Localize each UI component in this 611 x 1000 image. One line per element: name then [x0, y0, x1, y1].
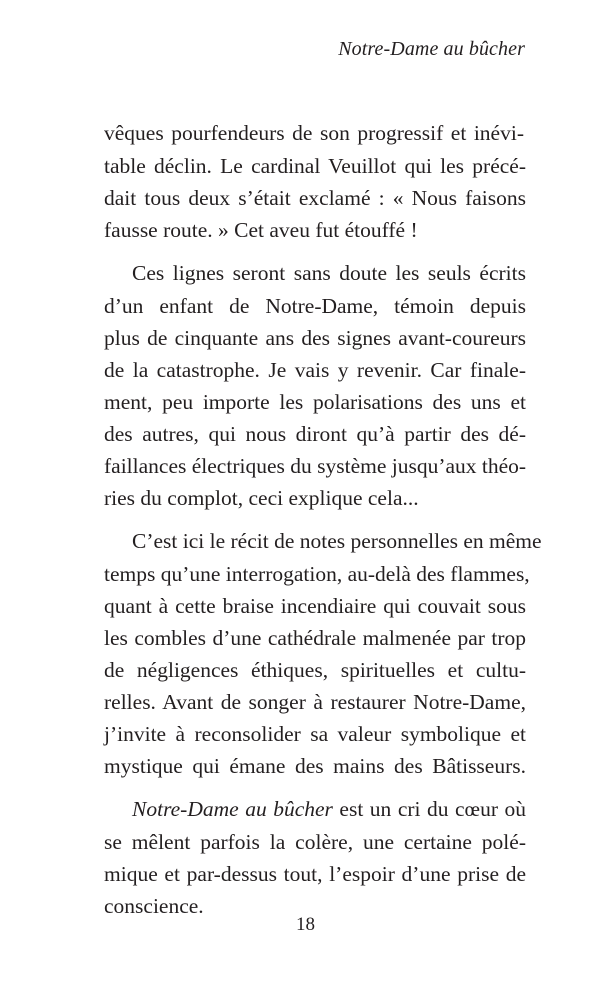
- text-line: table déclin. Le cardinal Veuillot qui les précé-: [104, 154, 526, 178]
- text-line: temps qu’une interrogation, au-delà des flammes,: [104, 562, 530, 586]
- running-header: Notre-Dame au bûcher: [338, 38, 525, 60]
- text-line: plus de cinquante ans des signes avant-coureurs: [104, 326, 526, 350]
- text-line: [132, 799, 526, 821]
- text-line: conscience.: [104, 894, 204, 918]
- text-line: relles. Avant de songer à restaurer Notre-Dame,: [104, 690, 526, 714]
- text-line: des autres, qui nous diront qu’à partir des dé-: [104, 422, 526, 446]
- text-line: vêques pourfendeurs de son progressif et inévi-: [104, 121, 524, 145]
- text-line: faillances électriques du système jusqu’aux théo-: [104, 454, 527, 478]
- text-line: j’invite à reconsolider sa valeur symbolique et: [104, 722, 526, 746]
- text-fragment: est un cri du cœur où: [332, 797, 526, 821]
- book-title: Notre-Dame au bûcher: [132, 797, 333, 821]
- text-line: de négligences éthiques, spirituelles et cultu-: [104, 658, 526, 682]
- text-line: fausse route. » Cet aveu fut étouffé !: [104, 218, 418, 242]
- text-line: mique et par-dessus tout, l’espoir d’une prise de: [104, 862, 526, 886]
- text-line: quant à cette braise incendiaire qui couvait sous: [104, 594, 526, 618]
- text-line: mystique qui émane des mains des Bâtisseurs.: [104, 754, 526, 778]
- text-line: Ces lignes seront sans doute les seuls écrits: [132, 261, 526, 285]
- text-line: ries du complot, ceci explique cela...: [104, 486, 419, 510]
- text-line: les combles d’une cathédrale malmenée par trop: [104, 626, 526, 650]
- page-number: 18: [296, 914, 315, 935]
- text-line: se mêlent parfois la colère, une certaine polé-: [104, 830, 526, 854]
- text-line: de la catastrophe. Je vais y revenir. Car finale-: [104, 358, 526, 382]
- text-line: C’est ici le récit de notes personnelles en même: [132, 529, 542, 553]
- text-line: d’un enfant de Notre-Dame, témoin depuis: [104, 294, 526, 318]
- text-line: dait tous deux s’était exclamé : « Nous faisons: [104, 186, 526, 210]
- text-line: ment, peu importe les polarisations des uns et: [104, 390, 526, 414]
